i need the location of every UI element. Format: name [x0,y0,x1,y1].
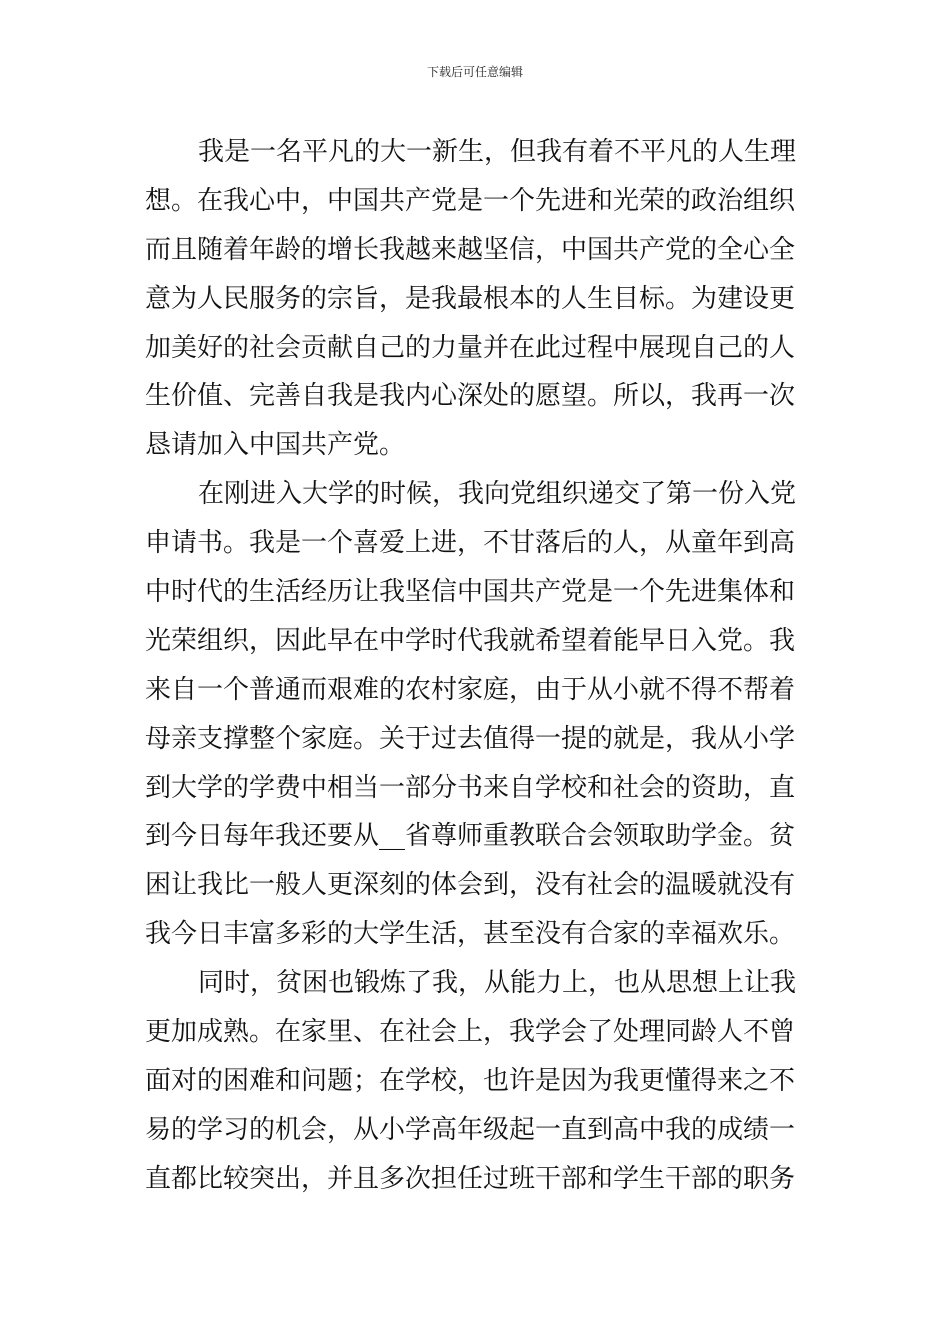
text-line: 易的学习的机会，从小学高年级起一直到高中我的成绩一 [145,1114,796,1145]
paragraph-1 [145,128,805,470]
text-line: 中时代的生活经历让我坚信中国共产党是一个先进集体和 [145,577,796,608]
text-line: 生价值、完善自我是我内心深处的愿望。所以，我再一次 [145,381,796,412]
text-line: 困让我比一般人更深刻的体会到，没有社会的温暖就没有 [145,870,796,901]
text-line: 在刚进入大学的时候，我向党组织递交了第一份入党 [198,479,797,510]
text-line: 光荣组织，因此早在中学时代我就希望着能早日入党。我 [145,625,796,656]
text-line: 到大学的学费中相当一部分书来自学校和社会的资助，直 [145,772,796,803]
text-line: 我是一名平凡的大一新生，但我有着不平凡的人生理 [198,137,797,167]
document-body [145,128,805,1204]
text-line: 想。在我心中，中国共产党是一个先进和光荣的政治组织 [145,185,796,216]
text-line: 申请书。我是一个喜爱上进，不甘落后的人，从童年到高 [145,528,796,559]
page-header: 下载后可任意编辑 [426,65,523,79]
paragraph-3 [145,959,805,1203]
text-line: 意为人民服务的宗旨，是我最根本的人生目标。为建设更 [145,283,796,314]
text-line: 到今日每年我还要从__省尊师重教联合会领取助学金。贫 [145,821,796,852]
text-line: 同时，贫困也锻炼了我，从能力上，也从思想上让我 [198,968,797,999]
text-line: 母亲支撑整个家庭。关于过去值得一提的就是，我从小学 [145,723,796,754]
paragraph-2 [145,470,805,959]
text-line: 直都比较突出，并且多次担任过班干部和学生干部的职务 [145,1163,796,1194]
text-line: 来自一个普通而艰难的农村家庭，由于从小就不得不帮着 [145,674,796,705]
text-line: 面对的困难和问题；在学校，也许是因为我更懂得来之不 [145,1065,796,1096]
text-line: 我今日丰富多彩的大学生活，甚至没有合家的幸福欢乐。 [145,919,796,950]
text-line: 加美好的社会贡献自己的力量并在此过程中展现自己的人 [145,332,796,363]
text-line: 恳请加入中国共产党。 [145,430,406,461]
text-line: 更加成熟。在家里、在社会上，我学会了处理同龄人不曾 [145,1017,796,1048]
text-line: 而且随着年龄的增长我越来越坚信，中国共产党的全心全 [145,234,796,265]
